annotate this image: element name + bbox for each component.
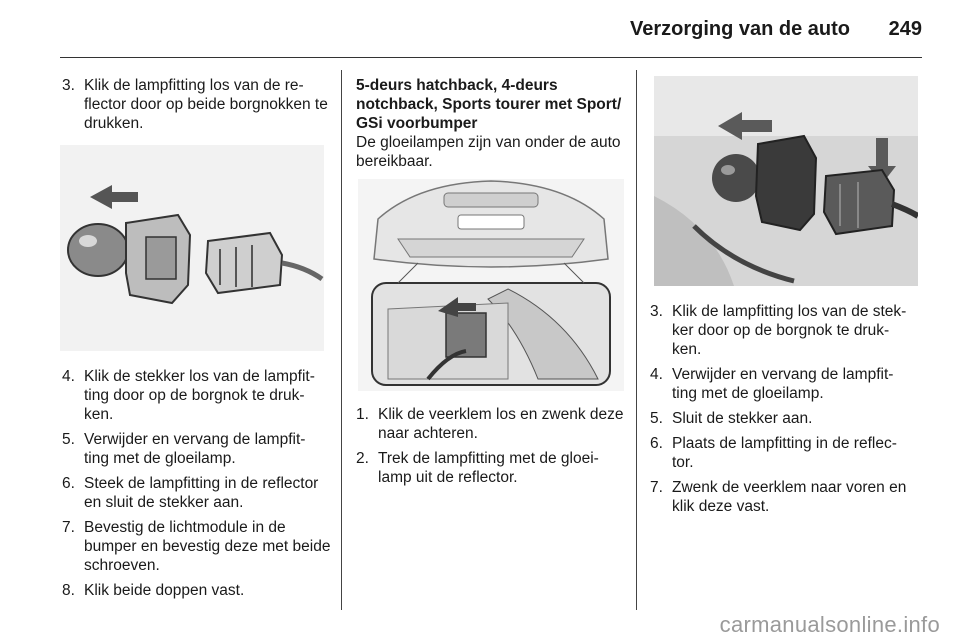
step-text: Bevestig de lichtmodule in de bumper en bevestig deze met beide schroeven. bbox=[84, 519, 331, 574]
column-divider bbox=[341, 70, 342, 610]
step-number: 3. bbox=[62, 77, 75, 94]
step-number: 5. bbox=[650, 410, 663, 427]
page-number: 249 bbox=[888, 18, 922, 40]
step-text: Verwijder en vervang de lampfit- ting met de gloeilamp. bbox=[672, 366, 894, 402]
step-text: Klik beide doppen vast. bbox=[84, 582, 245, 599]
watermark: carmanualsonline.info bbox=[719, 612, 940, 637]
steps-list bbox=[62, 76, 332, 133]
step-item bbox=[62, 474, 332, 512]
column-2 bbox=[356, 76, 626, 493]
step-item bbox=[62, 581, 332, 600]
step-number: 4. bbox=[62, 368, 75, 385]
step-item bbox=[62, 367, 332, 424]
step-text: Trek de lampfitting met de gloei- lamp uit de reflector. bbox=[378, 450, 599, 486]
step-text: Klik de lampfitting los van de re- flector door op beide borgnokken te drukken. bbox=[84, 77, 328, 132]
step-number: 8. bbox=[62, 582, 75, 599]
intro-paragraph: De gloeilampen zijn van onder de auto bereikbaar. bbox=[356, 134, 621, 170]
step-item bbox=[650, 434, 922, 472]
step-item bbox=[650, 365, 922, 403]
page-header-title: Verzorging van de auto bbox=[629, 18, 850, 40]
step-number: 3. bbox=[650, 303, 663, 320]
step-number: 2. bbox=[356, 450, 369, 467]
column-3 bbox=[650, 76, 922, 522]
step-text: Zwenk de veerklem naar voren en klik deze vast. bbox=[672, 479, 907, 515]
step-item bbox=[650, 409, 922, 428]
steps-list bbox=[356, 405, 626, 487]
step-item bbox=[356, 405, 626, 443]
step-text: Plaats de lampfitting in de reflec- tor. bbox=[672, 435, 897, 471]
step-number: 5. bbox=[62, 431, 75, 448]
step-text: Steek de lampfitting in de reflector en sluit de stekker aan. bbox=[84, 475, 319, 511]
step-item bbox=[62, 430, 332, 468]
step-item bbox=[62, 76, 332, 133]
step-number: 6. bbox=[650, 435, 663, 452]
step-item bbox=[650, 478, 922, 516]
step-item bbox=[62, 518, 332, 575]
car-front-underside-illustration bbox=[358, 179, 624, 391]
step-text: Klik de lampfitting los van de stek- ker door op de borgnok te druk- ken. bbox=[672, 303, 907, 358]
steps-list bbox=[650, 302, 922, 516]
bulb-holder-illustration bbox=[60, 145, 324, 351]
header-rule bbox=[60, 57, 922, 58]
step-number: 1. bbox=[356, 406, 369, 423]
step-number: 7. bbox=[62, 519, 75, 536]
step-number: 6. bbox=[62, 475, 75, 492]
step-text: Klik de veerklem los en zwenk deze naar achteren. bbox=[378, 406, 624, 442]
step-item bbox=[650, 302, 922, 359]
step-text: Sluit de stekker aan. bbox=[672, 410, 813, 427]
step-number: 7. bbox=[650, 479, 663, 496]
column-divider bbox=[636, 70, 637, 610]
step-item bbox=[356, 449, 626, 487]
section-heading: 5-deurs hatchback, 4-deurs notchback, Sports tourer met Sport/ GSi voorbumper bbox=[356, 77, 622, 132]
bulb-connector-photo-illustration bbox=[654, 76, 918, 286]
column-1 bbox=[62, 76, 332, 606]
step-text: Klik de stekker los van de lampfit- ting door op de borgnok te druk- ken. bbox=[84, 368, 315, 423]
step-text: Verwijder en vervang de lampfit- ting met de gloeilamp. bbox=[84, 431, 306, 467]
step-number: 4. bbox=[650, 366, 663, 383]
steps-list bbox=[62, 367, 332, 600]
